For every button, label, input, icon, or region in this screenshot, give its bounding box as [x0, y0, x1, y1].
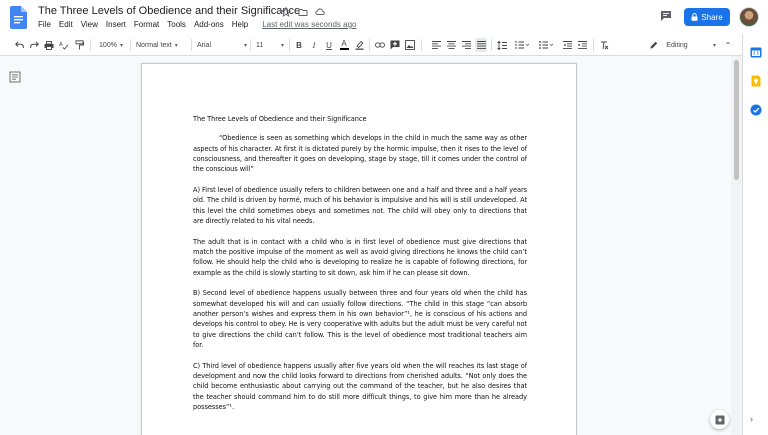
paragraph: A) First level of obedience usually refers to children between one and a half and three and a half years old. The child is driven by hormé, much of his behavior is impulsive and his will is still undeveloped. At this level the child sometimes obeys and sometimes not. The child will obey only to directions that are directly related to his vital needs. [193, 185, 527, 225]
checklist-icon[interactable] [513, 38, 531, 52]
toolbar-divider [130, 39, 131, 51]
toolbar-divider [369, 39, 370, 51]
title-icons [280, 6, 325, 17]
chevron-down-icon: ▾ [243, 42, 247, 49]
document-page[interactable] [141, 63, 577, 435]
editing-mode-dropdown[interactable] [650, 38, 716, 52]
collapse-menus-icon[interactable]: ⌃ [724, 40, 732, 50]
chevron-down-icon: ▾ [119, 42, 123, 49]
document-body[interactable] [193, 114, 527, 423]
menu-insert[interactable]: Insert [105, 20, 126, 29]
align-left-icon[interactable] [430, 38, 442, 52]
toolbar-divider [491, 39, 492, 51]
insert-image-icon[interactable] [404, 38, 416, 52]
document-outline-icon[interactable] [9, 71, 21, 83]
font-dropdown[interactable] [197, 38, 247, 52]
zoom-value: 100% [99, 41, 117, 49]
paragraph: C) Third level of obedience happens usually after five years old when the will reaches its last stage of development and now the child looks forward to directions from cherished adults. “Not only does the child become enthusiastic about carrying out the command of the teacher, but he also desires that the teacher should command him to do still more difficult things, to give him more than he already possesses”¹. [193, 361, 527, 411]
decrease-indent-icon[interactable] [561, 38, 573, 52]
menu-edit[interactable]: Edit [58, 20, 73, 29]
font-value: Arial [197, 41, 212, 49]
menu-add-ons[interactable]: Add-ons [193, 20, 224, 29]
text-color-button[interactable] [338, 38, 350, 52]
chevron-down-icon: ▾ [712, 42, 716, 49]
toolbar-divider [250, 39, 251, 51]
text-color-label: A [341, 39, 347, 48]
font-size-value: 11 [256, 41, 264, 49]
highlight-icon[interactable] [353, 38, 365, 52]
increase-indent-icon[interactable] [576, 38, 588, 52]
toolbar-divider [421, 39, 422, 51]
zoom-dropdown[interactable] [96, 38, 126, 52]
line-spacing-icon[interactable] [496, 38, 508, 52]
side-panel [742, 34, 768, 435]
document-workspace [0, 56, 742, 435]
undo-icon[interactable] [13, 38, 25, 52]
lock-icon [691, 13, 698, 21]
menu-file[interactable]: File [38, 20, 51, 29]
style-value: Normal text [136, 41, 172, 49]
clear-formatting-icon[interactable] [598, 38, 610, 52]
share-button[interactable] [684, 8, 730, 26]
svg-text:A: A [59, 41, 63, 48]
toolbar-divider [90, 39, 91, 51]
star-icon[interactable] [280, 6, 291, 17]
redo-icon[interactable] [28, 38, 40, 52]
justify-icon[interactable] [475, 38, 487, 52]
font-size-dropdown[interactable] [256, 38, 284, 52]
menu-help[interactable]: Help [231, 20, 249, 29]
menu-format[interactable]: Format [133, 20, 160, 29]
paint-format-icon[interactable] [73, 38, 85, 52]
keep-icon[interactable] [750, 74, 762, 86]
chevron-down-icon: ▾ [174, 42, 178, 49]
document-title[interactable]: The Three Levels of Obedience and their Significance [38, 5, 301, 17]
menu-bar [38, 20, 356, 29]
explore-icon [715, 415, 725, 425]
align-center-icon[interactable] [445, 38, 457, 52]
editing-mode-label: Editing [666, 41, 688, 49]
spellcheck-icon[interactable] [58, 38, 70, 52]
tasks-icon[interactable] [750, 103, 762, 115]
paragraph: The adult that is in contact with a child who is in first level of obedience must give directions that match the positive impulse of the moment as well as avoid giving directions he knows the child can’t follow. He should help the child who is developing to realize he is capable of following directions, for example as the child is slowly starting to sit down, ask him if he can please sit down. [193, 237, 527, 277]
paragraph: B) Second level of obedience happens usually between three and four years old when the child has somewhat developed his will and can usually follow directions. “The child in this stage “can absorb another person’s wishes and express them in his own behavior”¹, he is conscious of his actions and develops his control to obey. He is very cooperative with adults but the adult must be very careful not to give directions the child can’t follow. This is the level of obedience most traditional teachers aim for. [193, 289, 527, 349]
italic-button[interactable]: I [312, 40, 316, 50]
style-dropdown[interactable] [136, 38, 188, 52]
toolbar-divider [289, 39, 290, 51]
menu-view[interactable]: View [80, 20, 98, 29]
chevron-down-icon: ▾ [280, 42, 284, 49]
paragraph: “Obedience is seen as something which develops in the child in much the same way as other aspects of his character. At first it is dictated purely by the hormic impulse, then it rises to the level of consciousness, and thereafter it goes on developing, stage by stage, till it comes under the control of the conscious will” [193, 134, 527, 174]
cloud-status-icon[interactable] [314, 6, 325, 17]
comment-history-icon[interactable] [660, 10, 672, 22]
toolbar-divider [191, 39, 192, 51]
underline-button[interactable]: U [326, 40, 332, 50]
scrollbar-thumb[interactable] [734, 60, 739, 180]
share-label: Share [701, 12, 723, 22]
docs-logo-icon[interactable] [10, 6, 27, 29]
link-icon[interactable] [374, 38, 386, 52]
last-edit-link[interactable]: Last edit was seconds ago [262, 20, 357, 29]
document-heading: The Three Levels of Obedience and their Significance [193, 115, 367, 123]
text-color-swatch [340, 48, 349, 50]
header [0, 0, 768, 34]
menu-tools[interactable]: Tools [167, 20, 186, 29]
bold-button[interactable]: B [296, 40, 302, 50]
print-icon[interactable] [43, 38, 55, 52]
chevron-right-icon[interactable]: › [750, 414, 753, 424]
numbered-list-icon[interactable] [537, 38, 555, 52]
pencil-icon [650, 41, 658, 49]
avatar[interactable] [739, 7, 759, 27]
insert-comment-icon[interactable] [389, 38, 401, 52]
move-to-folder-icon[interactable] [297, 6, 308, 17]
toolbar-divider [593, 39, 594, 51]
toolbar [0, 34, 768, 56]
calendar-icon[interactable] [750, 45, 762, 57]
explore-button[interactable] [710, 410, 729, 429]
align-right-icon[interactable] [460, 38, 472, 52]
